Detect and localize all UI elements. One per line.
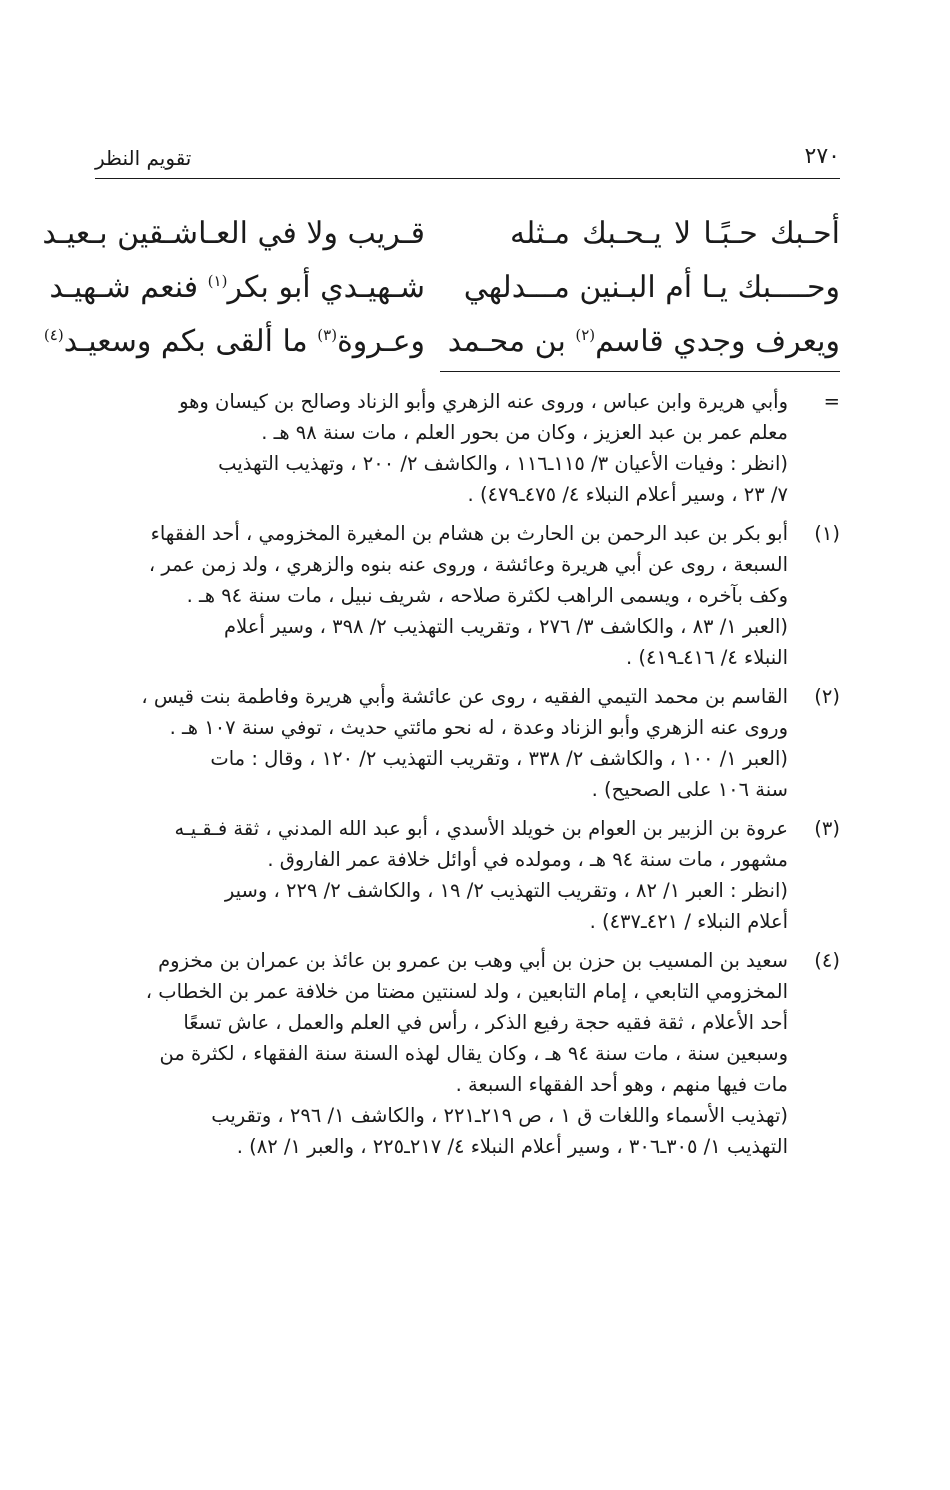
- footnote-ref-2: (٢): [575, 326, 596, 344]
- footnote-line: وأبي هريرة وابن عباس ، وروى عنه الزهري وأبو الزناد وصالح بن كيسان وهو: [179, 390, 788, 413]
- hemistich-1b: قـريب ولا في العـاشـقين بـعيـد: [42, 216, 425, 251]
- footnote-line: أعلام النبلاء / ٤٢١ـ٤٣٧) .: [589, 910, 788, 933]
- footnote-line: (العبر ١/ ٨٣ ، والكاشف ٣/ ٢٧٦ ، وتقريب التهذيب ٢/ ٣٩٨ ، وسير أعلام: [224, 615, 788, 638]
- footnote-1: [95, 518, 840, 673]
- footnote-separator: [440, 371, 840, 372]
- page-number: ٢٧٠: [804, 144, 840, 169]
- footnote-line: أحد الأعلام ، ثقة فقيه حجة رفيع الذكر ، رأس في العلم والعمل ، عاش تسعًا: [183, 1011, 788, 1034]
- hemistich-3a-text-after: بن محـمد: [447, 324, 576, 359]
- hemistich-2b-text-before: شـهيـدي أبو بكر: [227, 270, 425, 305]
- footnote-marker: =: [823, 390, 840, 413]
- footnote-marker: (٤): [814, 949, 840, 972]
- footnote-line: مشهور ، مات سنة ٩٤ هـ ، ومولده في أوائل خلافة عمر الفاروق .: [267, 848, 788, 871]
- footnote-line: ٧/ ٢٣ ، وسير أعلام النبلاء ٤/ ٤٧٥ـ٤٧٩) .: [467, 483, 788, 506]
- footnote-line: سعيد بن المسيب بن حزن بن أبي وهب بن عمرو بن عائذ بن عمران بن مخزوم: [158, 949, 788, 972]
- footnote-marker: (١): [814, 522, 840, 545]
- footnote-line: (انظر : وفيات الأعيان ٣/ ١١٥ـ١١٦ ، والكاشف ٢/ ٢٠٠ ، وتهذيب التهذيب: [218, 452, 788, 475]
- footnote-line: وروى عنه الزهري وأبو الزناد وعدة ، له نحو مائتي حديث ، توفي سنة ١٠٧ هـ .: [169, 716, 788, 739]
- poem: [42, 216, 840, 378]
- footnote-line: وسبعين سنة ، مات سنة ٩٤ هـ ، وكان يقال لهذه السنة سنة الفقهاء ، لكثرة من: [159, 1042, 788, 1065]
- footnote-line: (تهذيب الأسماء واللغات ق ١ ، ص ٢١٩ـ٢٢١ ، والكاشف ١/ ٢٩٦ ، وتقريب: [211, 1104, 788, 1127]
- header-rule: [95, 178, 840, 179]
- footnote-line: السبعة ، روى عن أبي هريرة وعائشة ، وروى عنه بنوه والزهري ، ولد زمن عمر ،: [148, 553, 788, 576]
- hemistich-3b: [43, 324, 425, 359]
- hemistich-2a: وحــــبك يـا أم البـنين مـــدلهي: [463, 270, 840, 305]
- verse-3: [43, 324, 840, 378]
- footnote-line: معلم عمر بن عبد العزيز ، وكان من بحور العلم ، مات سنة ٩٨ هـ .: [261, 421, 788, 444]
- footnote-line: المخزومي التابعي ، إمام التابعين ، ولد لسنتين مضتا من خلافة عمر بن الخطاب ،: [145, 980, 788, 1003]
- page: [42, 140, 840, 1158]
- footnote-line: التهذيب ١/ ٣٠٥ـ٣٠٦ ، وسير أعلام النبلاء ٤/ ٢١٧ـ٢٢٥ ، والعبر ١/ ٨٢) .: [236, 1135, 788, 1158]
- footnote-3: [95, 813, 840, 937]
- footnote-line: وكف بآخره ، ويسمى الراهب لكثرة صلاحه ، شريف نبيل ، مات سنة ٩٤ هـ .: [186, 584, 788, 607]
- footnote-ref-4: (٤): [43, 326, 64, 344]
- book-title: تقويم النظر: [95, 146, 192, 170]
- footnote-line: النبلاء ٤/ ٤١٦ـ٤١٩) .: [626, 646, 788, 669]
- running-header: [95, 140, 840, 172]
- footnote-line: أبو بكر بن عبد الرحمن بن الحارث بن هشام بن المغيرة المخزومي ، أحد الفقهاء: [150, 522, 788, 545]
- footnote-line: سنة ١٠٦ على الصحيح) .: [591, 778, 788, 801]
- footnote-marker: (٣): [814, 817, 840, 840]
- hemistich-3b-text-middle: ما ألقى بكم وسعيـد: [63, 324, 318, 359]
- hemistich-1a: أحـبك حـبًـا لا يـحـبك مـثله: [510, 216, 840, 251]
- footnote-line: عروة بن الزبير بن العوام بن خويلد الأسدي ، أبو عبد الله المدني ، ثقة فـقـيـه: [174, 817, 788, 840]
- hemistich-3a-text-before: ويعرف وجدي قاسم: [595, 324, 840, 359]
- footnotes: [95, 386, 840, 1170]
- footnote-4: [95, 945, 840, 1162]
- footnote-2: [95, 681, 840, 805]
- verse-1: [42, 216, 840, 270]
- footnote-line: القاسم بن محمد التيمي الفقيه ، روى عن عائشة وأبي هريرة وفاطمة بنت قيس ،: [141, 685, 788, 708]
- footnote-line: مات فيها منهم ، وهو أحد الفقهاء السبعة .: [455, 1073, 788, 1096]
- footnote-line: (انظر : العبر ١/ ٨٢ ، وتقريب التهذيب ٢/ ١٩ ، والكاشف ٢/ ٢٢٩ ، وسير: [224, 879, 788, 902]
- hemistich-3b-text-before: وعـروة: [337, 324, 425, 359]
- footnote-line: (العبر ١/ ١٠٠ ، والكاشف ٢/ ٣٣٨ ، وتقريب التهذيب ٢/ ١٢٠ ، وقال : مات: [210, 747, 788, 770]
- verse-2: [49, 270, 840, 324]
- hemistich-2b: [49, 270, 425, 305]
- hemistich-3a: [447, 324, 840, 359]
- footnote-continued: [95, 386, 840, 510]
- footnote-marker: (٢): [814, 685, 840, 708]
- hemistich-2b-text-after: فنعم شـهيـد: [49, 270, 208, 305]
- footnote-ref-1: (١): [207, 272, 228, 290]
- footnote-ref-3: (٣): [317, 326, 338, 344]
